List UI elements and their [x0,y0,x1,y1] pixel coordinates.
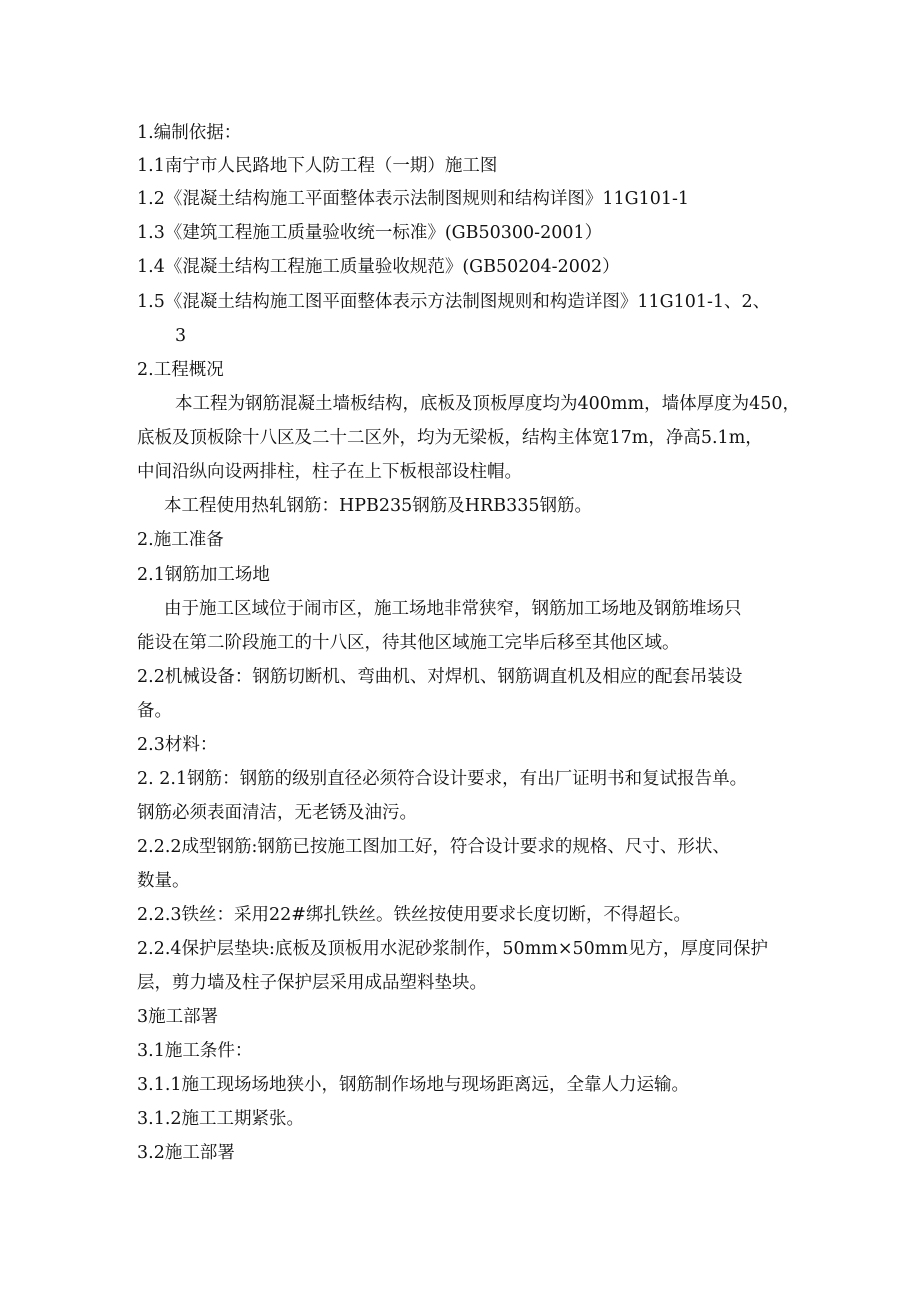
materials-wire: 2.2.3铁丝：采用22#绑扎铁丝。铁丝按使用要求长度切断，不得超长。 [137,905,691,925]
equipment-line-1: 2.2机械设备：钢筋切断机、弯曲机、对焊机、钢筋调直机及相应的配套吊装设 [137,667,743,687]
conditions-item-2: 3.1.2施工工期紧张。 [137,1109,305,1129]
heading-deployment: 3施工部署 [137,1007,219,1027]
materials-rebar-line-1: 2. 2.1钢筋：钢筋的级别直径必须符合设计要求，有出厂证明书和复试报告单。 [137,769,748,789]
basis-item-1-3: 1.3《建筑工程施工质量验收统一标准》(GB50300-2001） [137,223,603,243]
overview-paragraph-line-2: 底板及顶板除十八区及二十二区外，均为无梁板，结构主体宽17m，净高5.1m， [137,428,763,448]
overview-rebar-type: 本工程使用热轧钢筋：HPB235钢筋及HRB335钢筋。 [164,496,592,516]
site-paragraph-line-2: 能设在第二阶段施工的十八区，待其他区域施工完毕后移至其他区域。 [137,633,680,653]
equipment-line-2: 备。 [137,701,172,721]
basis-item-1-5: 1.5《混凝土结构施工图平面整体表示方法制图规则和构造详图》11G101-1、2、 [137,292,771,312]
heading-overview: 2.工程概况 [137,360,224,380]
heading-basis: 1.编制依据： [137,123,242,143]
heading-conditions: 3.1施工条件： [137,1041,253,1061]
materials-formed-rebar-line-2: 数量。 [137,871,190,891]
basis-item-1-5-cont: 3 [175,326,187,346]
basis-item-1-4: 1.4《混凝土结构工程施工质量验收规范》(GB50204-2002） [137,257,620,277]
heading-materials: 2.3材料： [137,735,218,755]
basis-item-1-2: 1.2《混凝土结构施工平面整体表示法制图规则和结构详图》11G101-1 [137,189,690,209]
heading-preparation: 2.施工准备 [137,530,224,550]
materials-spacer-line-2: 层，剪力墙及柱子保护层采用成品塑料垫块。 [137,973,487,993]
overview-paragraph-line-1: 本工程为钢筋混凝土墙板结构，底板及顶板厚度均为400mm，墙体厚度为450， [175,394,800,414]
materials-formed-rebar-line-1: 2.2.2成型钢筋:钢筋已按施工图加工好，符合设计要求的规格、尺寸、形状、 [137,837,730,857]
overview-paragraph-line-3: 中间沿纵向设两排柱，柱子在上下板根部设柱帽。 [137,462,522,482]
basis-item-1-1: 1.1南宁市人民路地下人防工程（一期）施工图 [137,156,498,176]
materials-rebar-line-2: 钢筋必须表面清洁，无老锈及油污。 [137,803,417,823]
materials-spacer-line-1: 2.2.4保护层垫块:底板及顶板用水泥砂浆制作，50mm×50mm见方，厚度同保护 [137,939,768,959]
heading-deployment-plan: 3.2施工部署 [137,1143,235,1163]
site-paragraph-line-1: 由于施工区域位于闹市区，施工场地非常狭窄，钢筋加工场地及钢筋堆场只 [164,599,742,619]
conditions-item-1: 3.1.1施工现场场地狭小，钢筋制作场地与现场距离远，全靠人力运输。 [137,1075,690,1095]
heading-processing-site: 2.1钢筋加工场地 [137,565,270,585]
